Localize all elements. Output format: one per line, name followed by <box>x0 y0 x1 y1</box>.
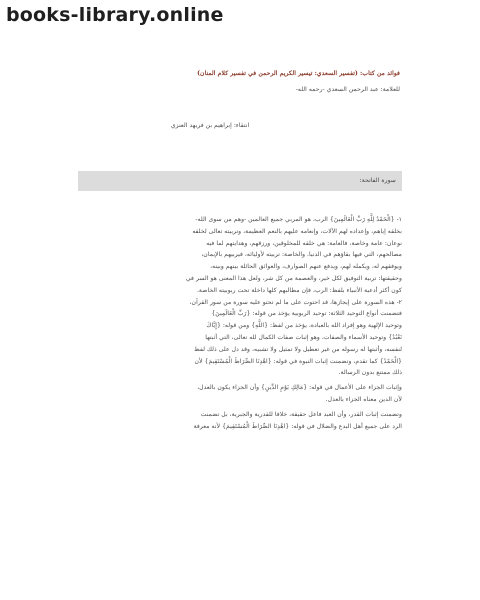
text-line: ذلك ممتنع بدون الرسالة. <box>338 369 402 377</box>
text-line: لأن الدين معناه الجزاء بالعدل. <box>325 395 402 403</box>
text-line: وتضمنت إثبات القدر، وأن العبد فاعل حقيقة، خلافا للقدرية والجبرية، بل تضمنت <box>200 410 402 418</box>
body-text <box>78 214 402 432</box>
text-line: وتوحيد الإلهية وهو إفراد الله بالعبادة، يؤخذ من لفظ: {اللَّهِ} ومن قوله: {إِيَّاكَ <box>206 322 402 330</box>
transcriber-line: انتقاء: إبراهيم بن فريهد العنزي <box>170 121 250 129</box>
text-line: مصالحهم، التي فيها بقاؤهم في الدنيا. والخاصة: تربيته لأوليائه، فيربيهم بالإيمان، <box>201 251 402 259</box>
document-page <box>78 52 402 600</box>
text-line: نَعْبُدُ} وتوحيد الأسماء والصفات، وهو إثبات صفات الكمال لله تعالى، التي أثبتها <box>205 333 402 341</box>
text-line: وإثبات الجزاء على الأعمال في قوله: {مَالِكِ يَوْمِ الدِّينِ} وأن الجزاء يكون بالعدل، <box>197 384 402 392</box>
section-heading: سورة الفاتحة: <box>78 171 402 191</box>
text-line: {الْحَمْدُ} كما تقدم، وتضمنت إثبات النبوة في قوله: {اهْدِنَا الصِّرَاطَ الْمُسْتَقِيمَ} لأن <box>194 357 402 365</box>
text-line: الرد على جميع أهل البدع والضلال في قوله: {اهْدِنَا الصِّرَاطَ الْمُسْتَقِيمَ} لأنه معرفة <box>193 422 402 430</box>
text-line: ويوفقهم له، ويكمله لهم، ويدفع عنهم الصوارف، والعوائق الحائلة بينهم وبينه، <box>210 263 402 271</box>
text-line: فتضمنت أنواع التوحيد الثلاثة: توحيد الربوبية يؤخذ من قوله: {رَبِّ الْعَالَمِينَ} <box>211 310 402 318</box>
author-line: للعلامة: عبد الرحمن السعدي -رحمه الله- <box>295 85 400 93</box>
book-title: فوائد من كتاب: (تفسير السعدي: تيسير الكريم الرحمن في تفسير كلام المنان) <box>197 70 400 77</box>
text-line: بخلقه إياهم، وإعداده لهم الآلات، وإنعامه عليهم بالنعم العظيمة، وتربيته تعالى لخلقه <box>192 227 402 235</box>
text-line: نوعان: عامة وخاصة، فالعامة: هي خلقه للمخلوقين، ورزقهم، وهدايتهم لما فيه <box>206 239 402 247</box>
document-header <box>78 68 400 96</box>
text-line: وحقيقتها: تربية التوفيق لكل خير، والعصمة من كل شر، ولعل هذا المعنى هو السر في <box>185 274 402 282</box>
text-line: لنفسه، وأثبتها له رسوله من غير تعطيل ولا تمثيل ولا تشبيه، وقد دل على ذلك لفظ <box>194 345 402 353</box>
text-line: كون أكثر أدعية الأنبياء بلفظ: الرب، فإن مطالبهم كلها داخلة تحت ربوبيته الخاصة. <box>196 286 402 294</box>
text-line: ٢- هذه السورة على إيجازها، قد احتوت على ما لم تحتو عليه سورة من سور القرآن، <box>189 298 402 306</box>
text-line: ١- {الْحَمْدُ لِلَّهِ رَبِّ الْعَالَمِينَ} الرب، هو المربي جميع العالمين -وهم من سوى الله- <box>195 216 402 223</box>
watermark-logo: books-library.online <box>6 4 224 26</box>
